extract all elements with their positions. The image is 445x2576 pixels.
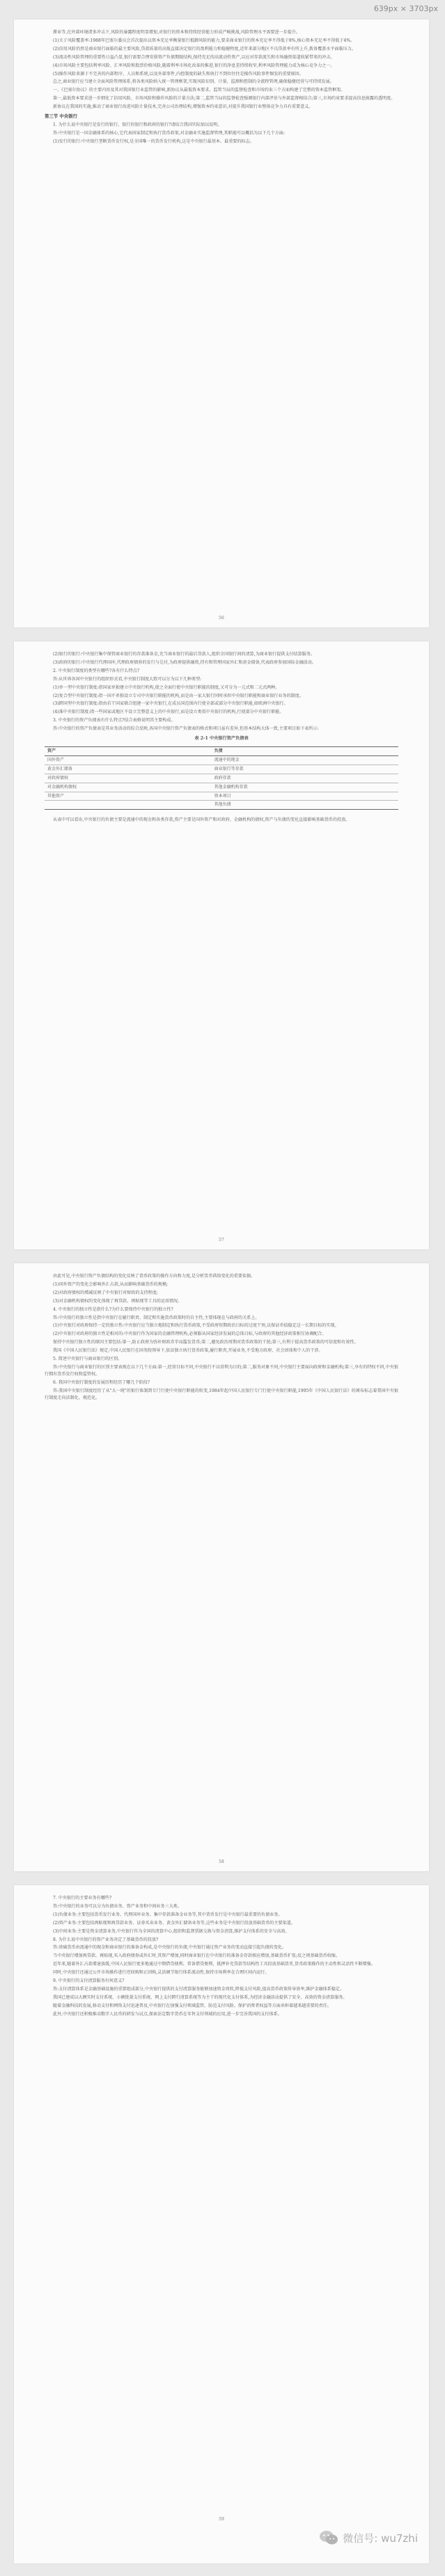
page-number: 56 bbox=[219, 616, 224, 621]
question: 5. 简述中央银行与商业银行的区别。 bbox=[53, 1357, 123, 1362]
paragraph: (5)操作风险来源于不完善的内部程序、人员和系统,以及外部事件,内控制度的缺失和执行不到位往往是操作风险事件频发的重要原因。 bbox=[53, 71, 304, 77]
table-cell: 对金融机构债权 bbox=[45, 783, 212, 792]
paragraph: (1)中央银行对政府保持一定的独立性:中央银行应当独立地制定和执行货币政策,不受政府短期政治目标的过度干预,以保证币值稳定这一长期目标的实现。 bbox=[53, 1323, 339, 1329]
balance-sheet-table bbox=[45, 746, 398, 810]
paragraph: 随着金融科技的发展,移动支付和网络支付迅速普及,中央银行在加强支付领域监管、防范支付风险、保护消费者权益等方面承担着越来越重要的责任。 bbox=[53, 2003, 331, 2008]
paragraph: 当中央银行增加再贷款、再贴现,买入政府债券或外汇时,其资产增加,同时商业银行在中央银行的准备金存款相应增加,基础货币扩张;反之则基础货币收缩。 bbox=[53, 1953, 340, 1959]
answer: 答:中央银行与商业银行的区别主要表现在以下几个方面:第一,经营目标不同,中央银行不以营利为目的;第二,服务对象不同,中央银行主要面向政府和金融机构;第三,享有的特权不同,中央银行拥有货币发行权和监管权。 bbox=[45, 1364, 398, 1377]
paragraph: 滞业等,在外部环境诸多冲击下,风险的暴露程度明显增加,对银行的资本和持续经营能力形成严峻挑战,风险管理水平需要进一步提升。 bbox=[53, 30, 301, 35]
answer: 答:我国中央银行制度经历了从"大一统"的银行体制到专门行使中央银行职能的转变,1984年起中国人民银行专门行使中央银行职能,1995年《中国人民银行法》的颁布标志着我国中央银行制度走向法制化、规范化。 bbox=[45, 1388, 398, 1400]
paragraph: (1)负债业务:主要包括货币发行业务、代理国库业务、集中存款准备金业务等,其中货币发行是中央银行最重要的负债业务。 bbox=[53, 1912, 283, 1917]
table-row bbox=[45, 801, 398, 810]
watermark-label: 微信号: wu7zhi bbox=[343, 2531, 418, 2545]
paragraph: (4)市场风险主要包括利率风险、汇率风险和股票价格风险,随着利率市场化改革的推进,银行的净息差持续收窄,利率风险管理能力成为核心竞争力之一。 bbox=[53, 63, 335, 68]
table-cell: 国外资产 bbox=[45, 755, 212, 765]
paragraph: 此外,中央银行还积极推动数字人民币的研发与试点,探索法定数字货币在零售支付领域的应用,进一步完善我国的支付体系。 bbox=[53, 2011, 282, 2017]
table-row bbox=[45, 792, 398, 801]
table-cell: 对政府债权 bbox=[45, 774, 212, 783]
table-row bbox=[45, 774, 398, 783]
question: 4. 中央银行的独立性是指什么?为什么要保持中央银行的独立性? bbox=[53, 1306, 173, 1312]
paragraph: 第一,最低资本要求进一步细化了信用风险、市场风险和操作风险的计量方法;第二,监管当局的监督检查强调银行内部评估与外部监督相结合;第三,市场约束要求提高信息披露的透明度。 bbox=[53, 96, 396, 102]
page-number: 58 bbox=[219, 1859, 224, 1864]
paragraph: (2)对政府债权的增减反映了中央银行对财政的支持程度; bbox=[53, 1290, 158, 1295]
paragraph: (2)资产业务:主要包括再贴现和再贷款业务、证券买卖业务、黄金外汇储备业务等,这些业务是中央银行投放基础货币的主要渠道。 bbox=[53, 1920, 295, 1926]
question: 9. 中央银行的支付清算服务有何意义? bbox=[53, 1978, 125, 1984]
table-row bbox=[45, 755, 398, 765]
answer: 答:中央银行是一国金融体系的核心,它代表国家制定和执行货币政策,对金融业实施监督管理,其职能可以概括为以下几个方面: bbox=[53, 130, 285, 136]
table-cell: 其他资产 bbox=[45, 792, 212, 801]
table-row bbox=[45, 783, 398, 792]
document-page-3 bbox=[14, 1263, 429, 1871]
question: 7. 中央银行的主要业务有哪些? bbox=[53, 1896, 112, 1901]
table-cell bbox=[45, 801, 212, 810]
document-page-1 bbox=[14, 19, 429, 627]
table-cell: 其他金融机构存款 bbox=[212, 783, 398, 792]
wechat-watermark bbox=[319, 2530, 418, 2545]
paragraph: (3)流动性风险管理的重要性日益凸显,银行需要合理安排资产负债期限结构,保持充足的高流动性资产,以应对存款流失和市场融资渠道收紧带来的冲击。 bbox=[53, 54, 335, 60]
paragraph: 同时,中央银行还通过公开市场操作进行逆回购和正回购,灵活调节银行体系流动性,保持市场利率在合理区间内运行。 bbox=[53, 1970, 270, 1976]
answer: 答:从世界各国中央银行的组织形式看,中央银行制度大致可以分为以下几种类型: bbox=[53, 676, 202, 682]
table-cell: 流通中的现金 bbox=[212, 755, 398, 765]
paragraph: 保持中央银行独立性的原因主要包括:第一,防止政府为弥补财政赤字而滥发货币;第二,避免政治周期对货币政策的干扰;第三,有利于提高货币政策的可信度和有效性。 bbox=[53, 1340, 359, 1345]
page-number: 57 bbox=[219, 1238, 224, 1242]
dimension-label: 639px × 3703px bbox=[373, 4, 438, 13]
paragraph: (3)跨国型中央银行制度:指由若干国家联合组建一家中央银行,在成员国范围内行使全部或部分中央银行职能,如欧洲中央银行。 bbox=[53, 701, 288, 707]
paragraph: (4)准中央银行制度:指一些国家或地区不设立完整意义上的中央银行,而是设立类似中央银行的机构,行使部分中央银行职能。 bbox=[53, 710, 284, 715]
question: 6. 我国中央银行制度的发展历程经历了哪几个阶段? bbox=[53, 1379, 150, 1385]
paragraph: (1)单一型中央银行制度:指国家单独建立中央银行机构,使之全面行使中央银行职能的制度,又可分为一元式和二元式两种。 bbox=[53, 685, 280, 690]
page-number: 59 bbox=[219, 2517, 224, 2522]
paragraph: (3)政府的银行:中央银行代理国库,代理政府债券的发行与兑付,为政府提供融资,持有和管理国家外汇和黄金储备,代表政府参加国际金融活动。 bbox=[53, 659, 316, 665]
answer: 答:中央银行的独立性是指中央银行在履行职责、制定和实施货币政策时的自主性,主要体现在与政府的关系上。 bbox=[53, 1315, 260, 1320]
answer: 答:中央银行的业务可以分为负债业务、资产业务和中间业务三大类。 bbox=[53, 1903, 182, 1909]
paragraph: 一、《巴塞尔协议》的主要内容及其对我国银行业监管的影响,新协议从最低资本要求、监管当局的监督检查和市场约束三个方面构建了完整的资本监管框架。 bbox=[53, 88, 345, 93]
table-cell: 其他负债 bbox=[212, 801, 398, 810]
paragraph: 总之,商业银行应当建立全面风险管理体系,将各类风险纳入统一管理框架,实现风险识别、计量、监测和控制的全流程管理,确保稳健经营与可持续发展。 bbox=[53, 79, 334, 85]
question: 8. 为什么说中央银行的资产业务决定了基础货币的投放? bbox=[53, 1937, 159, 1942]
answer: (1)发行的银行:中央银行垄断货币发行权,是全国唯一的货币发行机构,这是中央银行最基本、最重要的标志。 bbox=[53, 138, 254, 144]
table-header-cell: 资产 bbox=[45, 746, 212, 755]
answer: 答:中央银行的资产负债表是其业务活动的综合反映,各国中央银行资产负债表的格式和项目虽有差异,但基本结构大体一致,主要项目如下表所示: bbox=[53, 726, 319, 732]
answer: 答:支付清算体系是金融基础设施的重要组成部分,中央银行提供的支付清算服务能够加速资金周转,降低支付风险,提高货币政策传导效率,维护金融体系稳定。 bbox=[53, 1986, 345, 1992]
section-heading: 第三节 中央银行 bbox=[45, 113, 77, 120]
paragraph: 由此可见,中央银行资产负债结构的变化反映了货币政策的操作方向和力度,是分析货币供给变化的重要依据。 bbox=[53, 1274, 256, 1279]
question: 2. 中央银行制度的类型有哪些?各有什么特点? bbox=[53, 668, 139, 673]
paragraph: 近年来,随着外汇占款增速放缓,中国人民银行更多地通过中期借贷便利、常备借贷便利、抵押补充贷款等结构性工具投放基础货币,货币政策操作的主动性和灵活性不断增强。 bbox=[53, 1962, 375, 1967]
table-cell: 商业银行等存款 bbox=[212, 765, 398, 774]
answer: 答:基础货币由流通中的现金和商业银行的准备金构成,是中央银行的负债,中央银行通过资产业务的变动直接引起负债的变化。 bbox=[53, 1945, 286, 1951]
table-row bbox=[45, 765, 398, 774]
table-caption: 表 2-1 中央银行资产负债表 bbox=[194, 736, 249, 742]
paragraph: (3)对金融机构债权的变化体现了再贷款、再贴现等工具的运用情况。 bbox=[53, 1298, 182, 1304]
paragraph: 我国《中国人民银行法》规定,中国人民银行在国务院领导下,依法独立执行货币政策,履行职责,开展业务,不受地方政府、社会团体和个人的干涉。 bbox=[53, 1348, 323, 1354]
table-cell: 黄金外汇储备 bbox=[45, 765, 212, 774]
document-page-4 bbox=[14, 1885, 429, 2563]
paragraph: 我国已建成以大额实时支付系统、小额批量支付系统、网上支付跨行清算系统等为主干的现代化支付体系,为经济金融活动提供了安全、高效的资金清算服务。 bbox=[53, 1994, 348, 2000]
paragraph: 从表中可以看出,中央银行的负债主要是流通中的现金和各类存款,资产主要是国外资产和对政府、金融机构的债权,资产与负债的变化直接影响基础货币的投放。 bbox=[53, 817, 350, 823]
table-cell: 资本项目 bbox=[212, 792, 398, 801]
paragraph: (2)复合型中央银行制度:指一国不单独设立专司中央银行职能的机构,而是由一家大银行同时承担中央银行职能和商业银行业务的制度。 bbox=[53, 693, 304, 698]
wechat-icon bbox=[319, 2530, 338, 2545]
paragraph: (2)信用风险仍然是商业银行面临的最主要风险,贷款质量的高低直接决定银行的盈利能力和稳健程度,近年来部分地区不良贷款率有所上升,拨备覆盖水平面临压力。 bbox=[53, 46, 356, 51]
paragraph: (1)国外资产的变化会影响外汇占款,从而影响基础货币的规模; bbox=[53, 1281, 168, 1287]
paragraph: (2)中央银行对政府的独立性是相对的:中央银行作为国家的金融管理机构,必须服从国家经济发展的总体目标,与政府的其他经济政策相互协调配合。 bbox=[53, 1331, 327, 1337]
question: 3. 中央银行的资产负债表有什么特点?结合表格说明其主要构成。 bbox=[53, 718, 175, 723]
paragraph: (1)关于风险覆盖率:1988年巴塞尔委员会首次提出以资本充足率衡量银行抵御风险的能力,要求商业银行的资本充足率不得低于8%,核心资本充足率不得低于4%。 bbox=[53, 38, 355, 43]
table-header-row bbox=[45, 746, 398, 755]
paragraph: (2)银行的银行:中央银行集中保管商业银行的存款准备金,充当商业银行的最后贷款人,组织全国银行间的清算,为商业银行提供支付结算服务。 bbox=[53, 652, 315, 657]
question: 1. 为什么说中央银行是发行的银行、银行的银行和政府的银行?请结合我国实际加以说明。 bbox=[53, 122, 222, 127]
table-cell: 政府存款 bbox=[212, 774, 398, 783]
paragraph: (3)中间业务:主要是资金清算业务,中央银行作为全国的清算中心,组织和监督票据交换与资金清算,维护支付体系的安全与高效。 bbox=[53, 1928, 290, 1934]
document-page-2 bbox=[14, 641, 429, 1249]
paragraph: 新协议在我国的实施,推动了商业银行改进风险计量技术,完善公司治理结构,增强资本约束意识,对提升我国银行业整体竞争力具有重要意义。 bbox=[53, 104, 313, 110]
table-header-cell: 负债 bbox=[212, 746, 398, 755]
